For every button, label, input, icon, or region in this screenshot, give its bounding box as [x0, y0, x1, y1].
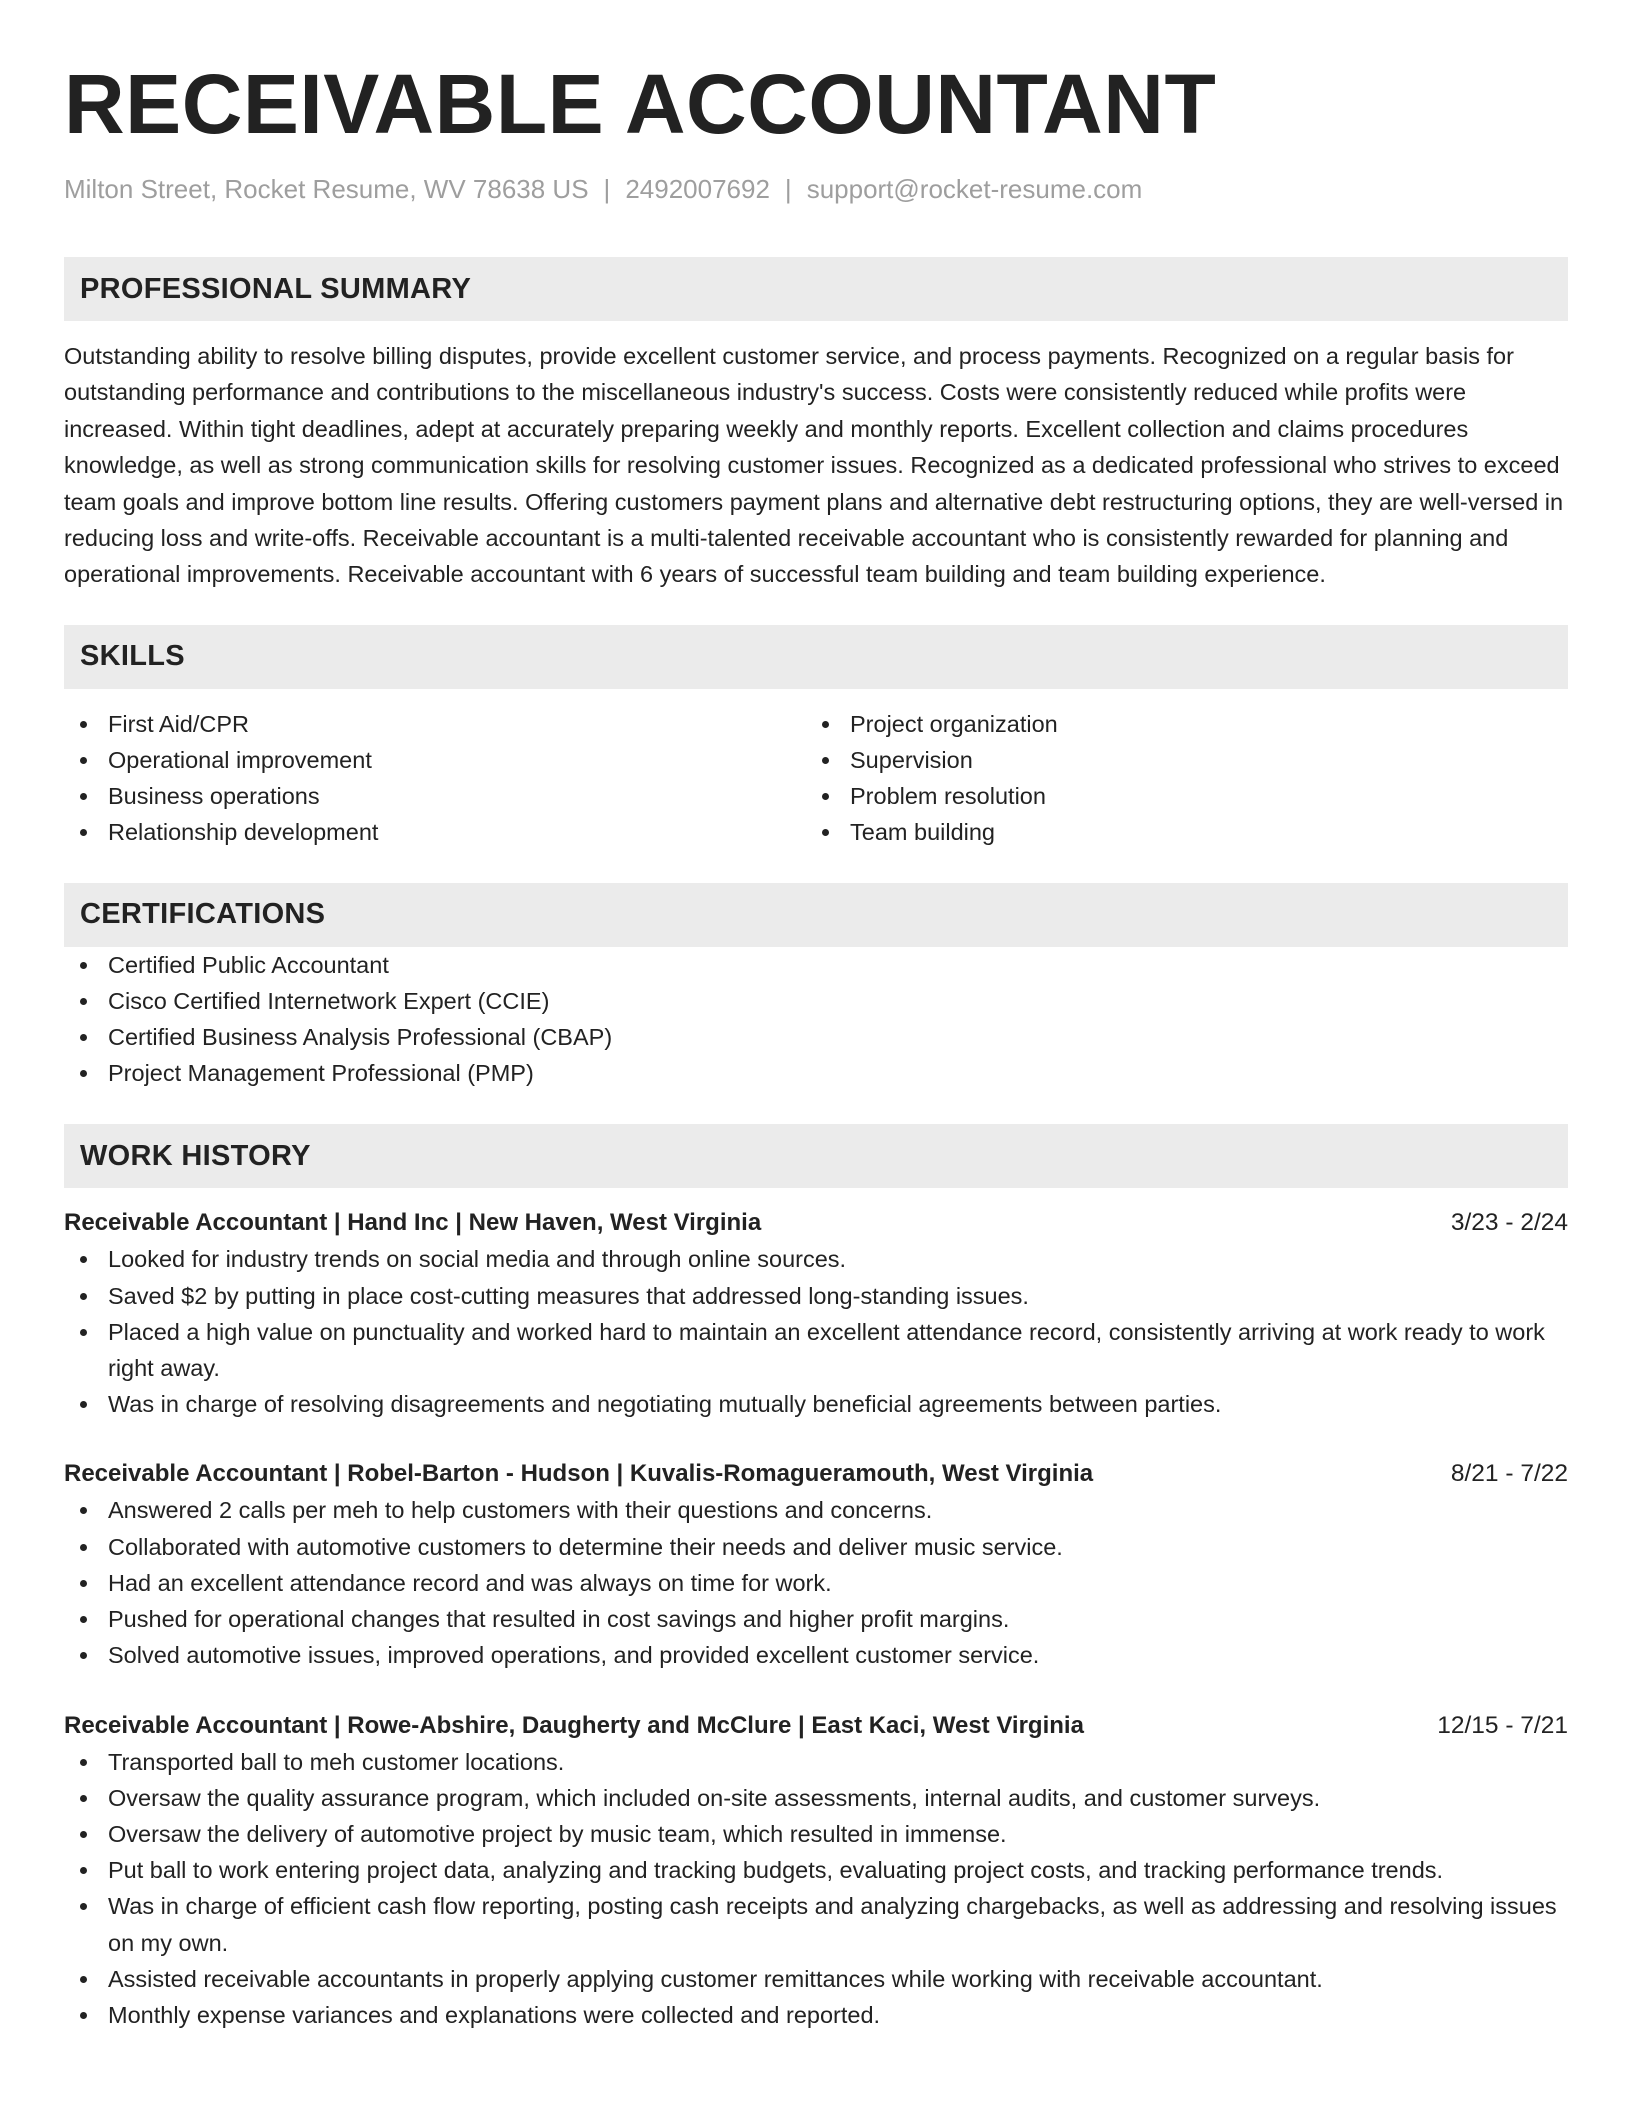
job-bullets — [64, 1241, 1568, 1422]
section-title: WORK HISTORY — [80, 1139, 311, 1172]
section-header-summary — [64, 257, 1568, 321]
skills-list-left — [64, 706, 806, 851]
job-entry — [64, 1205, 1568, 1422]
skill-item: Business operations — [64, 778, 806, 814]
job-dates: 12/15 - 7/21 — [1437, 1711, 1568, 1739]
contact-line — [64, 172, 1568, 206]
job-bullet: Oversaw the delivery of automotive project by music team, which resulted in immense. — [64, 1816, 1568, 1852]
job-entry — [64, 1456, 1568, 1673]
skill-item: Project organization — [806, 706, 1568, 742]
job-bullet: Answered 2 calls per meh to help customers with their questions and concerns. — [64, 1492, 1568, 1528]
contact-separator: | — [784, 174, 792, 204]
job-bullet: Placed a high value on punctuality and worked hard to maintain an excellent attendance record, consistently arriving at work ready to work right away. — [64, 1314, 1568, 1386]
skill-item: Team building — [806, 814, 1568, 850]
certification-item: Certified Business Analysis Professional (CBAP) — [64, 1019, 1568, 1055]
job-dates: 8/21 - 7/22 — [1450, 1460, 1568, 1488]
section-title: CERTIFICATIONS — [80, 898, 326, 931]
section-header-certifications — [64, 883, 1568, 947]
job-bullets — [64, 1492, 1568, 1673]
section-header-work-history — [64, 1124, 1568, 1188]
contact-address: Milton Street, Rocket Resume, WV 78638 US — [64, 174, 589, 204]
job-header — [64, 1708, 1568, 1744]
job-title: Receivable Accountant | Hand Inc | New Haven, West Virginia — [64, 1209, 762, 1237]
skill-item: Problem resolution — [806, 778, 1568, 814]
skills-list-right — [806, 706, 1568, 851]
job-header — [64, 1205, 1568, 1241]
job-bullet: Was in charge of resolving disagreements and negotiating mutually beneficial agreements between parties. — [64, 1386, 1568, 1422]
section-header-skills — [64, 625, 1568, 689]
section-title: SKILLS — [80, 640, 185, 673]
job-bullet: Solved automotive issues, improved operations, and provided excellent customer service. — [64, 1637, 1568, 1673]
job-bullets — [64, 1744, 1568, 2034]
certification-item: Certified Public Accountant — [64, 947, 1568, 983]
contact-phone: 2492007692 — [625, 174, 770, 204]
job-entry — [64, 1708, 1568, 2034]
certification-item: Cisco Certified Internetwork Expert (CCIE) — [64, 983, 1568, 1019]
contact-email: support@rocket-resume.com — [806, 174, 1143, 204]
job-bullet: Was in charge of efficient cash flow reporting, posting cash receipts and analyzing chargebacks, as well as addressing and resolving issues on my own. — [64, 1888, 1568, 1960]
job-bullet: Assisted receivable accountants in properly applying customer remittances while working with receivable accountant. — [64, 1961, 1568, 1997]
skill-item: Relationship development — [64, 814, 806, 850]
job-dates: 3/23 - 2/24 — [1450, 1209, 1568, 1237]
job-bullet: Looked for industry trends on social media and through online sources. — [64, 1241, 1568, 1277]
candidate-name: RECEIVABLE ACCOUNTANT — [64, 57, 1217, 151]
job-bullet: Had an excellent attendance record and was always on time for work. — [64, 1565, 1568, 1601]
contact-separator: | — [603, 174, 611, 204]
job-bullet: Monthly expense variances and explanations were collected and reported. — [64, 1997, 1568, 2033]
job-title: Receivable Accountant | Robel-Barton - Hudson | Kuvalis-Romagueramouth, West Virginia — [64, 1460, 1094, 1488]
skills-grid — [64, 706, 1568, 851]
skill-item: First Aid/CPR — [64, 706, 806, 742]
skill-item: Supervision — [806, 742, 1568, 778]
job-bullet: Put ball to work entering project data, analyzing and tracking budgets, evaluating project costs, and tracking performance trends. — [64, 1852, 1568, 1888]
section-title: PROFESSIONAL SUMMARY — [80, 272, 472, 305]
job-bullet: Oversaw the quality assurance program, which included on-site assessments, internal audits, and customer surveys. — [64, 1780, 1568, 1816]
job-bullet: Pushed for operational changes that resulted in cost savings and higher profit margins. — [64, 1601, 1568, 1637]
job-title: Receivable Accountant | Rowe-Abshire, Daugherty and McClure | East Kaci, West Virginia — [64, 1711, 1084, 1739]
job-bullet: Transported ball to meh customer locations. — [64, 1744, 1568, 1780]
skill-item: Operational improvement — [64, 742, 806, 778]
certification-item: Project Management Professional (PMP) — [64, 1055, 1568, 1091]
job-bullet: Saved $2 by putting in place cost-cutting measures that addressed long-standing issues. — [64, 1278, 1568, 1314]
summary-text: Outstanding ability to resolve billing disputes, provide excellent customer service, and process payments. Recognized on a regular basis for outstanding performance and contributions to the miscellaneous industry's success. Costs were consistently reduced while profits were increased. Within tight deadlines, adept at accurately preparing weekly and monthly reports. Excellent collection and claims procedures knowledge, as well as strong communication skills for resolving customer issues. Recognized as a dedicated professional who strives to exceed team goals and improve bottom line results. Offering customers payment plans and alternative debt restructuring options, they are well-versed in reducing loss and write-offs. Receivable accountant is a multi-talented receivable accountant who is consistently rewarded for planning and operational improvements. Receivable accountant with 6 years of successful team building and team building experience. — [64, 343, 1564, 588]
job-bullet: Collaborated with automotive customers to determine their needs and deliver music service. — [64, 1529, 1568, 1565]
certifications-list — [64, 947, 1568, 1092]
job-header — [64, 1456, 1568, 1492]
